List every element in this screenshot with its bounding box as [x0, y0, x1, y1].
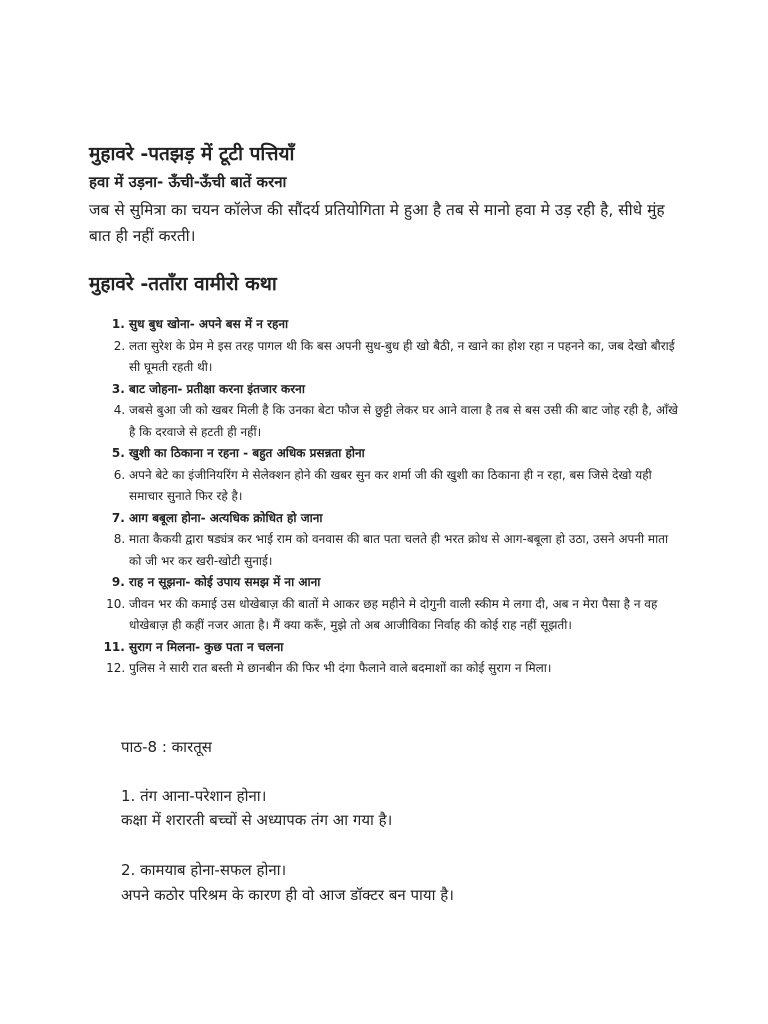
list-item: 10. जीवन भर की कमाई उस धोखेबाज़ की बातों मे आकर छह महीने मे दोगुनी वाली स्कीम मे लगा दी, अब न मेरा पैसा है न वह धोखेबाज़ ही कहीं नजर आता है। मैं क्या करूँ, मुझे तो अब आजीविका निर्वाह की कोई राह नहीं सूझती।	[129, 594, 679, 637]
list-item: 11. सुराग न मिलना- कुछ पता न चलना	[129, 637, 679, 659]
list-item: 12. पुलिस ने सारी रात बस्ती मे छानबीन की फिर भी दंगा फैलाने वाले बदमाशों का कोई सुराग न मिला।	[129, 658, 679, 680]
idiom-list	[89, 314, 679, 680]
section2-heading: मुहावरे -तताँरा वामीरो कथा	[89, 273, 277, 295]
list-item: 4. जबसे बुआ जी को खबर मिली है कि उनका बेटा फौज से छुट्टी लेकर घर आने वाला है तब से बस उसी की बाट जोह रही है, आँखे है कि दरवाजे से हटती ही नहीं।	[129, 400, 679, 443]
section1-heading: मुहावरे -पतझड़ में टूटी पत्तियाँ	[89, 143, 295, 165]
list-item: 3. बाट जोहना- प्रतीक्षा करना इंतजार करना	[129, 379, 679, 401]
section3-idiom-1: 1. तंग आना-परेशान होना।	[121, 787, 267, 805]
list-item: 9. राह न सूझना- कोई उपाय समझ में ना आना	[129, 572, 679, 594]
list-item: 2. लता सुरेश के प्रेम मे इस तरह पागल थी कि बस अपनी सुध-बुध ही खो बैठी, न खाने का होश रहा न पहनने का, जब देखो बौराई सी घूमती रहती थी।	[129, 336, 679, 379]
list-item: 8. माता कैकयी द्वारा षड्यंत्र कर भाई राम को वनवास की बात पता चलते ही भरत क्रोध से आग-बबूला हो उठा, उसने अपनी माता को जी भर कर खरी-खोटी सुनाई।	[129, 529, 679, 572]
section1-example: जब से सुमित्रा का चयन कॉलेज की सौंदर्य प्रतियोगिता मे हुआ है तब से मानो हवा मे उड़ रही है, सीधे मुंह बात ही नहीं करती।	[89, 201, 665, 245]
list-item: 5. खुशी का ठिकाना न रहना - बहुत अधिक प्रसन्नता होना	[129, 443, 679, 465]
list-item: 1. सुध बुध खोना- अपने बस में न रहना	[129, 314, 679, 336]
section3-heading: पाठ-8 : कारतूस	[121, 738, 212, 756]
section1-idiom: हवा में उड़ना- ऊँची-ऊँची बातें करना	[89, 173, 287, 191]
section3-idiom-2: 2. कामयाब होना-सफल होना।	[121, 861, 287, 879]
section3-example-2: अपने कठोर परिश्रम के कारण ही वो आज डॉक्टर बन पाया है।	[121, 886, 454, 904]
section3-example-1: कक्षा में शरारती बच्चों से अध्यापक तंग आ गया है।	[121, 811, 393, 829]
list-item: 7. आग बबूला होना- अत्यधिक क्रोधित हो जाना	[129, 508, 679, 530]
list-item: 6. अपने बेटे का इंजीनियरिंग मे सेलेक्शन होने की खबर सुन कर शर्मा जी की खुशी का ठिकाना ही न रहा, बस जिसे देखो यही समाचार सुनाते फिर रहे है।	[129, 465, 679, 508]
